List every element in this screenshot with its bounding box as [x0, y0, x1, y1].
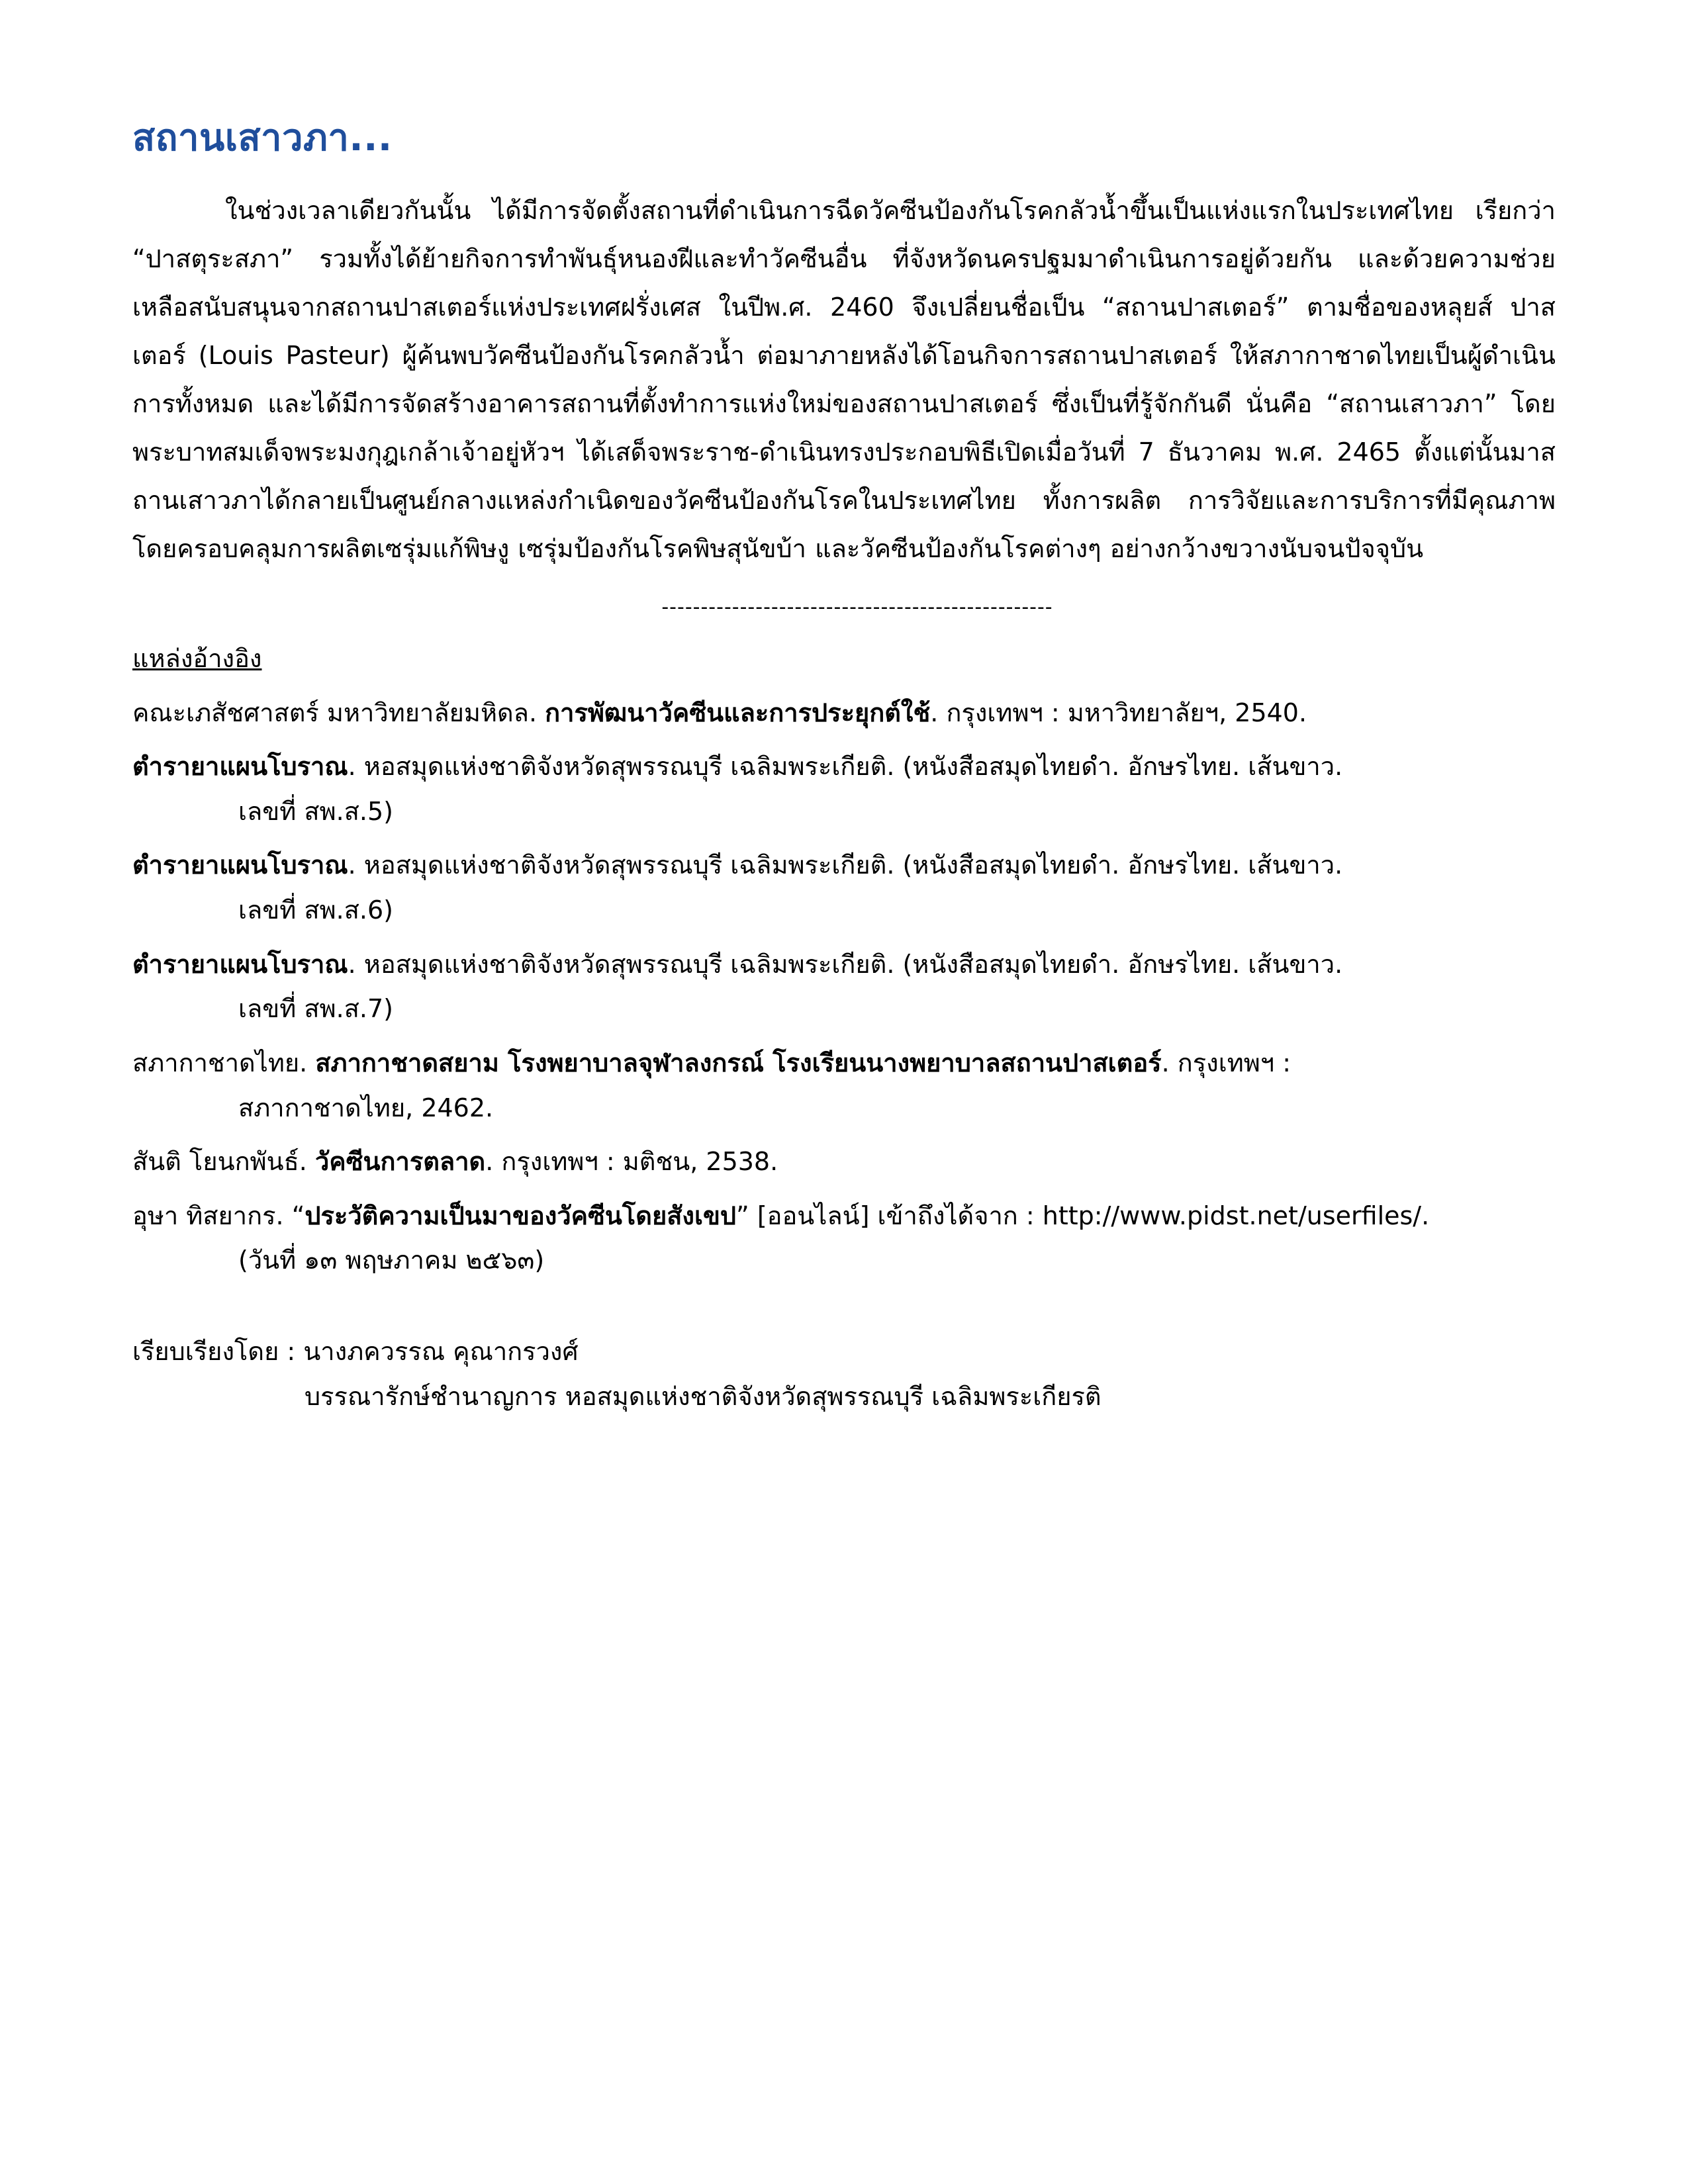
compiler-block [132, 1330, 1556, 1419]
reference-item [132, 843, 1556, 933]
section-divider [132, 596, 1556, 619]
reference-continuation: เลขที่ สพ.ส.5) [238, 796, 393, 826]
reference-text: . หอสมุดแห่งชาติจังหวัดสุพรรณบุรี เฉลิมพระเกียติ. (หนังสือสมุดไทยดำ. อักษรไทย. เส้นขาว. [348, 949, 1343, 979]
compiler-name: เรียบเรียงโดย : นางภควรรณ คุณากรวงศ์ [132, 1337, 579, 1367]
reference-continuation: (วันที่ ๑๓ พฤษภาคม ๒๕๖๓) [238, 1246, 545, 1275]
divider-text: -------------------------------------------------- [661, 595, 1053, 619]
reference-text: อุษา ทิสยากร. “ [132, 1201, 305, 1230]
reference-title: สภากาชาดสยาม โรงพยาบาลจุฬาลงกรณ์ โรงเรียนนางพยาบาลสถานปาสเตอร์ [315, 1048, 1162, 1077]
reference-text: คณะเภสัชศาสตร์ มหาวิทยาลัยมหิดล. [132, 698, 545, 727]
references-list [132, 691, 1556, 1284]
reference-text: . กรุงเทพฯ : มหาวิทยาลัยฯ, 2540. [930, 698, 1307, 727]
reference-item [132, 1140, 1556, 1185]
reference-item [132, 1194, 1556, 1283]
reference-title: การพัฒนาวัคซีนและการประยุกต์ใช้ [545, 698, 931, 727]
reference-item [132, 745, 1556, 834]
reference-title: วัคซีนการตลาด [314, 1147, 486, 1177]
reference-continuation: เลขที่ สพ.ส.6) [238, 895, 393, 925]
reference-text: สันติ โยนกพันธ์. [132, 1147, 315, 1177]
reference-item [132, 942, 1556, 1032]
reference-continuation: เลขที่ สพ.ส.7) [238, 994, 393, 1024]
reference-text: สภากาชาดไทย. [132, 1048, 316, 1077]
references-heading: แหล่งอ้างอิง [132, 643, 262, 673]
compiler-affiliation: บรรณารักษ์ชำนาญการ หอสมุดแห่งชาติจังหวัดสุพรรณบุรี เฉลิมพระเกียรติ [305, 1381, 1102, 1411]
page-title: สถานเสาวภา... [132, 116, 393, 159]
reference-text: . หอสมุดแห่งชาติจังหวัดสุพรรณบุรี เฉลิมพระเกียติ. (หนังสือสมุดไทยดำ. อักษรไทย. เส้นขาว. [348, 850, 1343, 880]
reference-title: ประวัติความเป็นมาของวัคซีนโดยสังเขป [305, 1201, 737, 1230]
reference-item [132, 1041, 1556, 1130]
reference-continuation: สภากาชาดไทย, 2462. [238, 1093, 494, 1122]
reference-title: ตำรายาแผนโบราณ [132, 949, 348, 979]
body-paragraph: ในช่วงเวลาเดียวกันนั้น ได้มีการจัดตั้งสถานที่ดำเนินการฉีดวัคซีนป้องกันโรคกลัวน้ำขึ้นเป็นแห่งแรกในประเทศไทย เรียกว่า “ปาสตุระสภา” รวมทั้งได้ย้ายกิจการทำพันธุ์หนองฝีและทำวัคซีนอื่น ที่จังหวัดนครปฐมมาดำเนินการอยู่ด้วยกัน และด้วยความช่วยเหลือสนับสนุนจากสถานปาสเตอร์แห่งประเทศฝรั่งเศส ในปีพ.ศ. 2460 จึงเปลี่ยนชื่อเป็น “สถานปาสเตอร์” ตามชื่อของหลุยส์ ปาสเตอร์ (Louis Pasteur) ผู้ค้นพบวัคซีนป้องกันโรคกลัวน้ำ ต่อมาภายหลังได้โอนกิจการสถานปาสเตอร์ ให้สภากาชาดไทยเป็นผู้ดำเนินการทั้งหมด และได้มีการจัดสร้างอาคารสถานที่ตั้งทำการแห่งใหม่ของสถานปาสเตอร์ ซึ่งเป็นที่รู้จักกันดี นั่นคือ “สถานเสาวภา” โดยพระบาทสมเด็จพระมงกุฎเกล้าเจ้าอยู่หัวฯ ได้เสด็จพระราช-ดำเนินทรงประกอบพิธีเปิดเมื่อวันที่ 7 ธันวาคม พ.ศ. 2465 ตั้งแต่นั้นมาสถานเสาวภาได้กลายเป็นศูนย์กลางแหล่งกำเนิดของวัคซีนป้องกันโรคในประเทศไทย ทั้งการผลิต การวิจัยและการบริการที่มีคุณภาพ โดยครอบคลุมการผลิตเซรุ่มแก้พิษงู เซรุ่มป้องกันโรคพิษสุนัขบ้า และวัคซีนป้องกันโรคต่างๆ อย่างกว้างขวางนับจนปัจจุบัน [132, 196, 1556, 563]
reference-text: . กรุงเทพฯ : [1161, 1048, 1291, 1077]
reference-title: ตำรายาแผนโบราณ [132, 850, 348, 880]
reference-text: . หอสมุดแห่งชาติจังหวัดสุพรรณบุรี เฉลิมพระเกียติ. (หนังสือสมุดไทยดำ. อักษรไทย. เส้นขาว. [348, 752, 1343, 782]
reference-title: ตำรายาแผนโบราณ [132, 752, 348, 782]
reference-text: ” [ออนไลน์] เข้าถึงได้จาก : http://www.pidst.net/userfiles/. [736, 1201, 1430, 1230]
reference-text: . กรุงเทพฯ : มติชน, 2538. [485, 1147, 778, 1177]
reference-item [132, 691, 1556, 736]
